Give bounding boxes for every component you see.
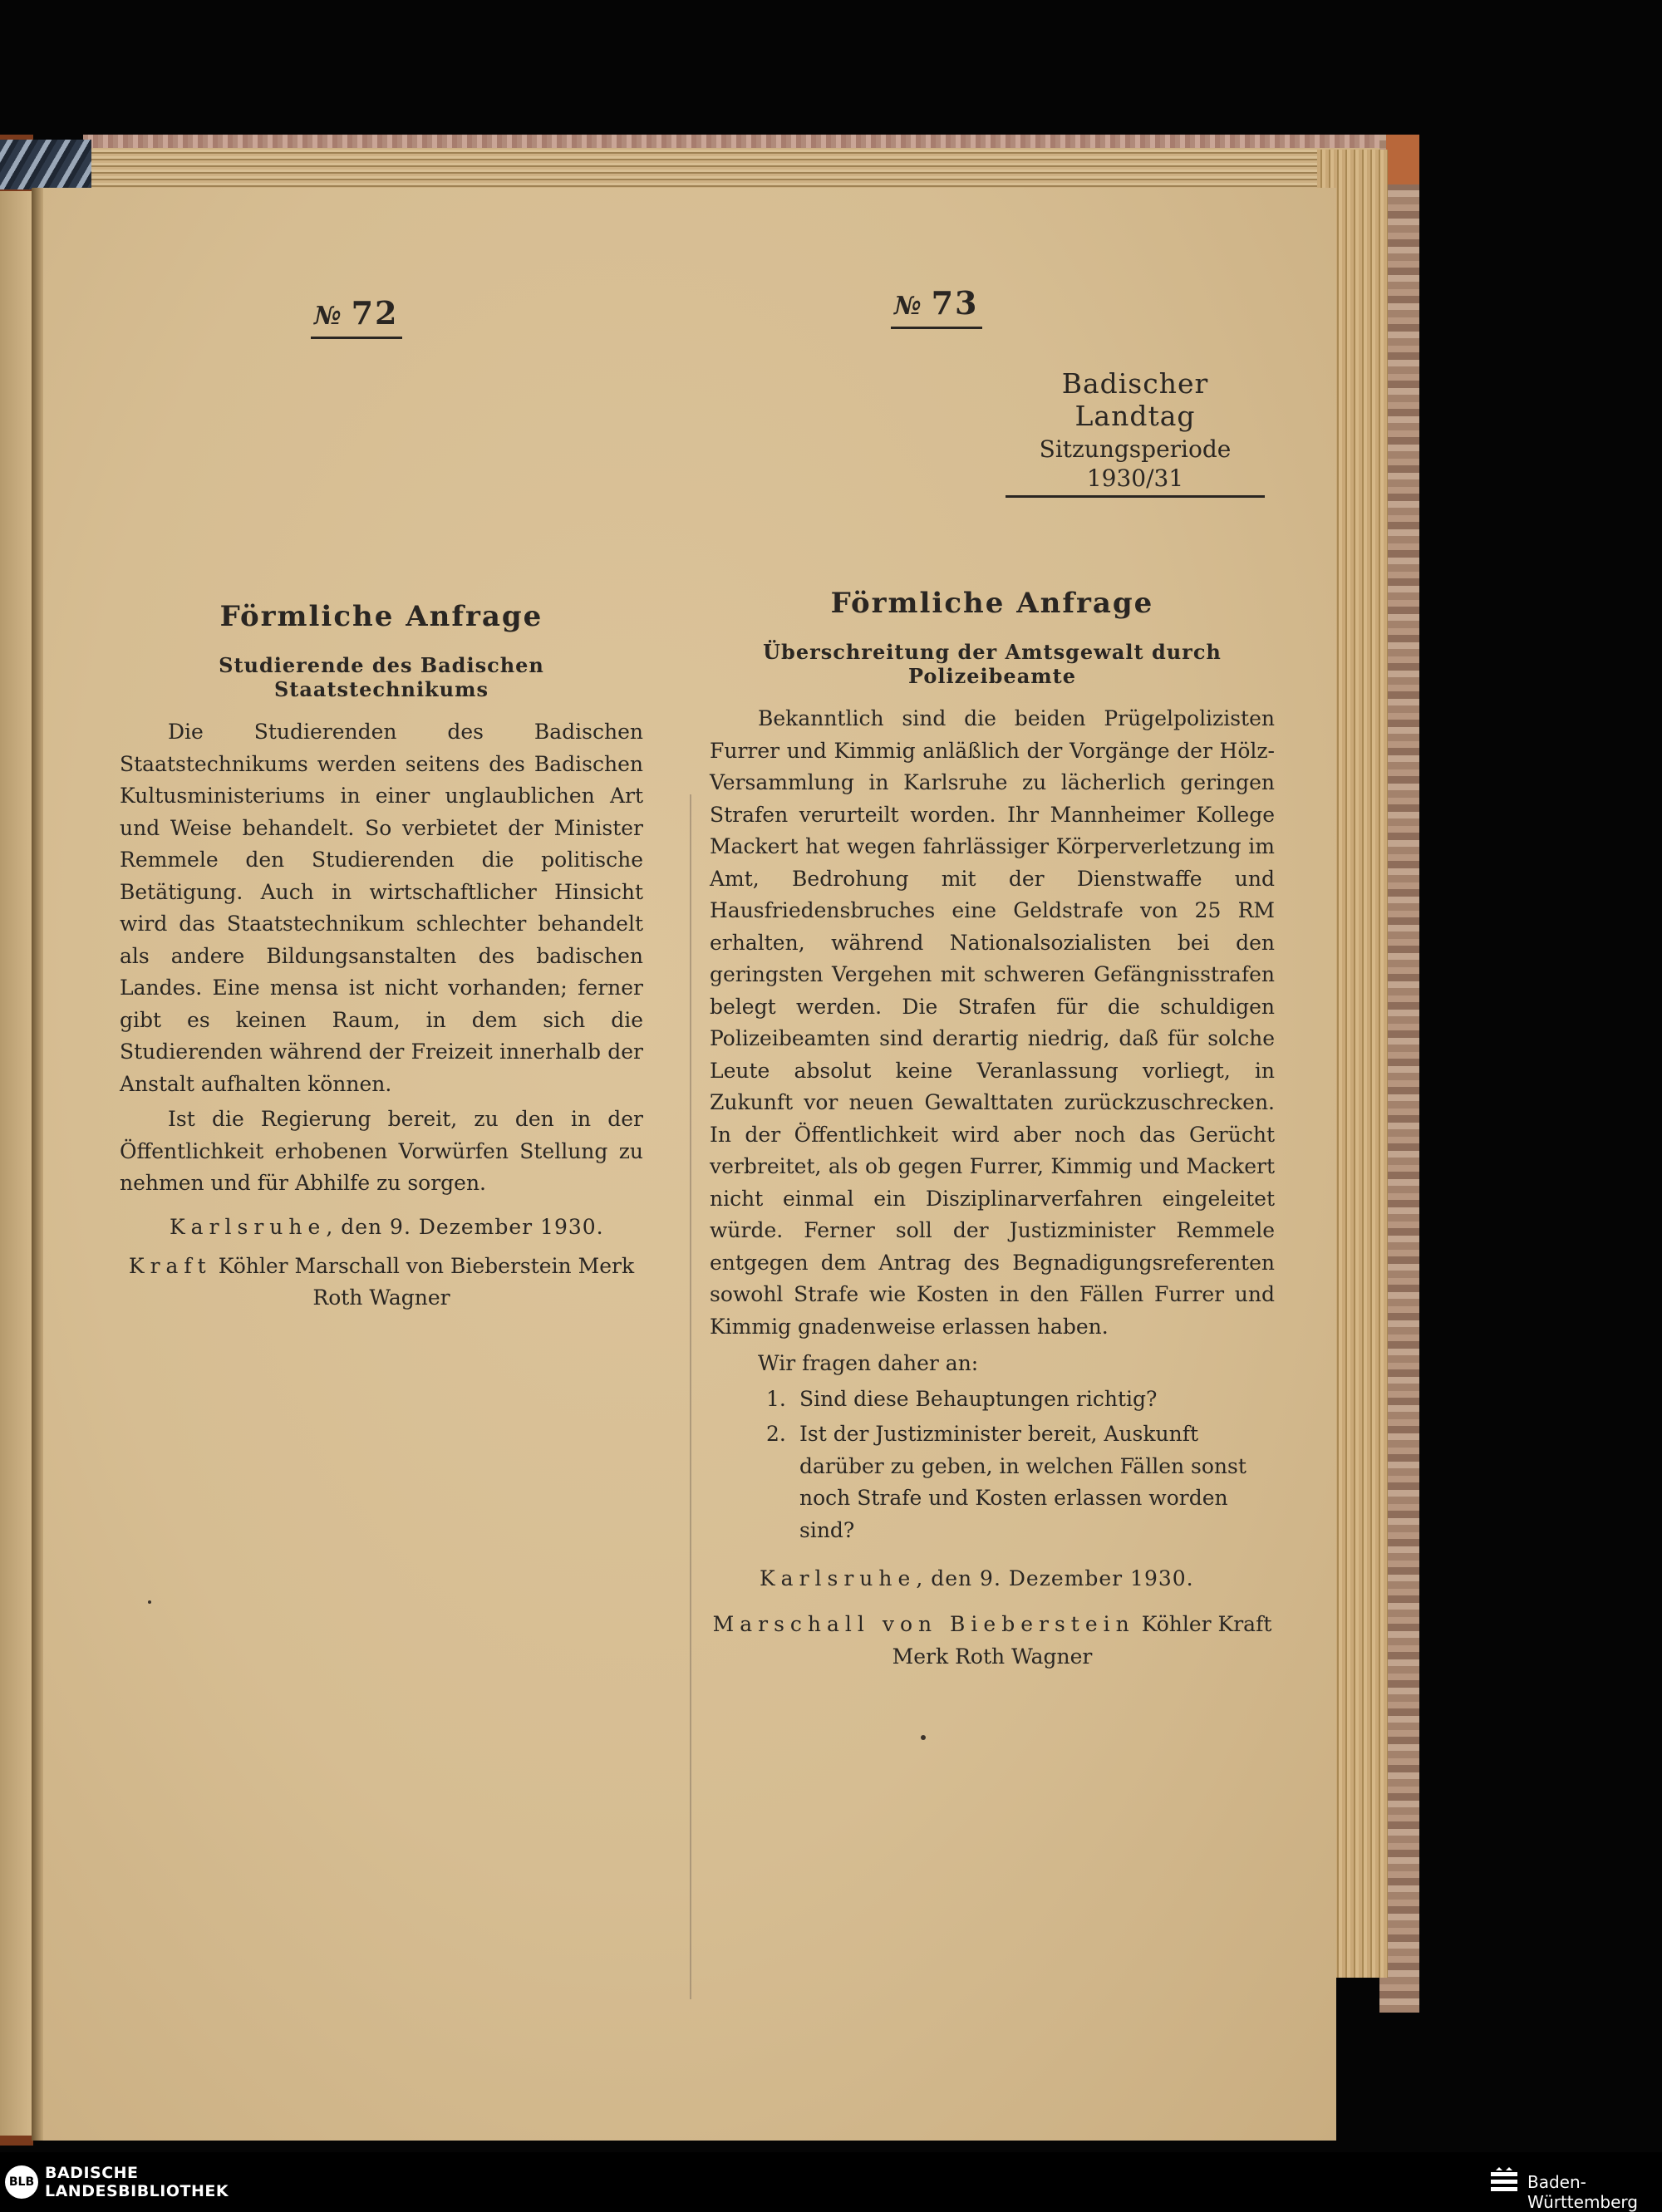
number-value: 72 bbox=[351, 294, 399, 332]
page-gutter bbox=[32, 188, 43, 2141]
right-title: Förmliche Anfrage bbox=[830, 587, 1154, 620]
library-name-line-2: LANDESBIBLIOTHEK bbox=[45, 2182, 229, 2200]
right-column bbox=[710, 587, 1275, 1673]
left-signature-lead: Kraft bbox=[128, 1253, 212, 1278]
left-place: Karlsruhe bbox=[170, 1214, 327, 1239]
document-number-72 bbox=[311, 294, 402, 339]
library-name[interactable] bbox=[45, 2164, 229, 2200]
question-intro: Wir fragen daher an: bbox=[758, 1351, 979, 1375]
header-line-2: Sitzungsperiode bbox=[1039, 435, 1232, 463]
left-signatures bbox=[120, 1251, 643, 1315]
right-signature-line-2: Merk Roth Wagner bbox=[892, 1644, 1093, 1669]
left-title: Förmliche Anfrage bbox=[219, 600, 543, 633]
document-page bbox=[40, 188, 1336, 2141]
right-place-date bbox=[710, 1566, 1275, 1590]
number-value: 73 bbox=[931, 284, 979, 322]
number-sign: № bbox=[894, 292, 923, 321]
ink-speck bbox=[921, 1735, 926, 1740]
left-paragraph-2: Ist die Regierung bereit, zu den in der Öffentlichkeit erhobenen Vorwürfen Stellung zu nehmen und für Abhilfe zu sorgen. bbox=[120, 1107, 643, 1195]
right-signatures bbox=[710, 1609, 1275, 1673]
right-signature-line-1: Köhler Kraft bbox=[1141, 1612, 1272, 1636]
right-subtitle: Überschreitung der Amtsgewalt durch Polizeibeamte bbox=[763, 640, 1222, 688]
left-place-date bbox=[120, 1215, 643, 1239]
header-line-1: Badischer Landtag bbox=[1061, 367, 1209, 432]
library-name-line-1: BADISCHE bbox=[45, 2164, 139, 2182]
right-place: Karlsruhe bbox=[760, 1566, 917, 1590]
question-number: 2. bbox=[766, 1422, 786, 1446]
bookmark-ribbon bbox=[0, 140, 91, 189]
question-item bbox=[710, 1384, 1275, 1416]
blb-logo-icon[interactable]: BLB bbox=[5, 2165, 38, 2199]
question-list bbox=[710, 1384, 1275, 1547]
right-signature-lead: Marschall von Bieberstein bbox=[712, 1612, 1135, 1636]
right-paragraph-1: Bekanntlich sind die beiden Prügelpolizisten Furrer und Kimmig anläßlich der Vorgänge der Hölz-Versammlung in Karlsruhe zu lächerlich geringen Strafen verurteilt worden. Ihr Mannheimer Kollege Mackert hat wegen fahrlässiger Körperverletzung im Amt, Bedrohung mit der Dienstwaffe und Hausfriedensbruches eine Geldstrafe von 25 RM erhalten, während Nationalsozialisten bei den geringsten Vergehen mit schweren Gefängnisstrafen belegt werden. Die Strafen für die schuldigen Polizeibeamten sind derartig niedrig, daß für solche Leute absolut keine Veranlassung vorliegt, in Zukunft vor neuen Gewalttaten zurückzuschrecken. In der Öffentlichkeit wird aber noch das Gerücht verbreitet, als ob gegen Furrer, Kimmig und Mackert nicht einmal ein Disziplinarverfahren eingeleitet würde. Ferner soll der Justizminister Remmele entgegen dem Antrag des Begnadigungsreferenten sowohl Strafe wie Kosten in den Fällen Furrer und Kimmig gnadenweise erlassen haben. bbox=[710, 706, 1275, 1339]
question-text: Ist der Justizminister bereit, Auskunft darüber zu geben, in welchen Fällen sonst noch Strafe und Kosten erlassen worden sind? bbox=[799, 1422, 1246, 1542]
question-item bbox=[710, 1418, 1275, 1546]
left-paragraph-1: Die Studierenden des Badischen Staatstechnikums werden seitens des Badischen Kultusministeriums in einer unglaublichen Art und Weise behandelt. So verbietet der Minister Remmele den Studierenden die politische Betätigung. Auch in wirtschaftlicher Hinsicht wird das Staatstechnikum schlechter behandelt als andere Bildungsanstalten des badischen Landes. Eine mensa ist nicht vorhanden; ferner gibt es keinen Raum, in dem sich die Studierenden während der Freizeit innerhalb der Anstalt aufhalten können. bbox=[120, 720, 643, 1096]
header-line-3: 1930/31 bbox=[1006, 465, 1265, 498]
landtag-header bbox=[1006, 367, 1265, 498]
left-page-edge bbox=[0, 191, 35, 2136]
left-signature-line-1: Köhler Marschall von Bieberstein Merk bbox=[218, 1253, 635, 1278]
baden-wuerttemberg-logo-icon[interactable] bbox=[1487, 2165, 1521, 2199]
left-column bbox=[120, 600, 643, 1315]
question-text: Sind diese Behauptungen richtig? bbox=[799, 1386, 1158, 1411]
left-date: , den 9. Dezember 1930. bbox=[326, 1214, 604, 1239]
state-name[interactable]: Baden-Württemberg bbox=[1527, 2172, 1638, 2212]
question-number: 1. bbox=[766, 1386, 786, 1411]
ink-speck bbox=[148, 1600, 151, 1604]
left-subtitle: Studierende des Badischen Staatstechnikums bbox=[219, 653, 544, 701]
document-number-73 bbox=[891, 284, 982, 329]
number-sign: № bbox=[314, 302, 343, 331]
right-date: , den 9. Dezember 1930. bbox=[916, 1566, 1194, 1590]
left-signature-line-2: Roth Wagner bbox=[312, 1285, 450, 1310]
viewer-footer bbox=[0, 2152, 1662, 2212]
column-divider bbox=[690, 794, 691, 1999]
book-cover-corner bbox=[1386, 135, 1419, 184]
